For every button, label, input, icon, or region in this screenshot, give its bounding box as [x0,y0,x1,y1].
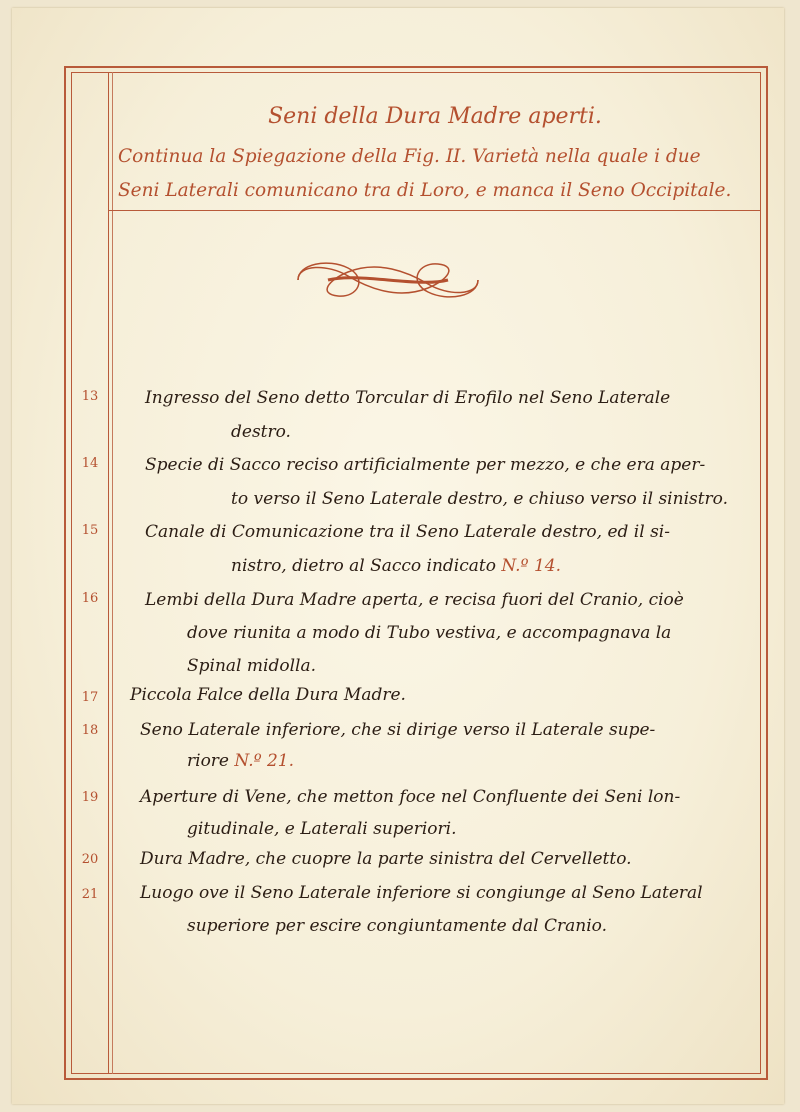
entry-text [187,751,294,771]
entry-text: Dura Madre, che cuopre la parte sinistra del Cervelletto. [140,849,632,869]
figure-reference: N.º 14. [501,556,561,576]
margin-rule [108,72,109,1074]
entry-text: Canale di Comunicazione tra il Seno Laterale destro, ed il si- [145,522,670,542]
entry-text: Piccola Falce della Dura Madre. [130,685,406,705]
entry-number: 15 [81,523,99,538]
entry-text: to verso il Seno Laterale destro, e chiuso verso il sinistro. [231,489,729,509]
entry-number: 18 [81,723,99,738]
entry-number: 19 [81,790,99,805]
entry-text-part: riore [187,751,229,771]
entry-text [231,556,561,576]
figure-reference: N.º 21. [234,751,295,771]
entry-text: Lembi della Dura Madre aperta, e recisa fuori del Cranio, cioè [145,590,684,610]
entry-text: Ingresso del Seno detto Torcular di Erofilo nel Seno Laterale [145,388,671,408]
entry-number: 21 [81,887,99,902]
entry-text: dove riunita a modo di Tubo vestiva, e accompagnava la [187,623,672,643]
entry-text: Aperture di Vene, che metton foce nel Confluente dei Seni lon- [140,787,681,807]
subtitle-line: Continua la Spiegazione della Fig. II. Varietà nella quale i due [118,146,701,167]
entry-text: destro. [231,422,291,442]
subtitle-line: Seni Laterali comunicano tra di Loro, e manca il Seno Occipitale. [118,180,732,201]
entry-text: Spinal midolla. [187,656,316,676]
entry-number: 17 [81,690,99,705]
entry-text-part: nistro, dietro al Sacco indicato [231,556,496,576]
entry-number: 16 [81,591,99,606]
margin-rule-inner [112,72,113,1074]
header-divider [108,210,761,211]
entry-text: Luogo ove il Seno Laterale inferiore si congiunge al Seno Lateral [140,883,703,903]
entry-text: Specie di Sacco reciso artificialmente per mezzo, e che era aper- [145,455,706,475]
entry-number: 20 [81,852,99,867]
entry-text: Seno Laterale inferiore, che si dirige verso il Laterale supe- [140,720,656,740]
entry-text: gitudinale, e Laterali superiori. [187,819,457,839]
page-title: Seni della Dura Madre aperti. [268,104,602,129]
entry-number: 14 [81,456,99,471]
subtitle [118,140,758,208]
entry-number: 13 [81,389,99,404]
entry-text: superiore per escire congiuntamente dal Cranio. [187,916,607,936]
calligraphic-flourish [288,252,488,308]
